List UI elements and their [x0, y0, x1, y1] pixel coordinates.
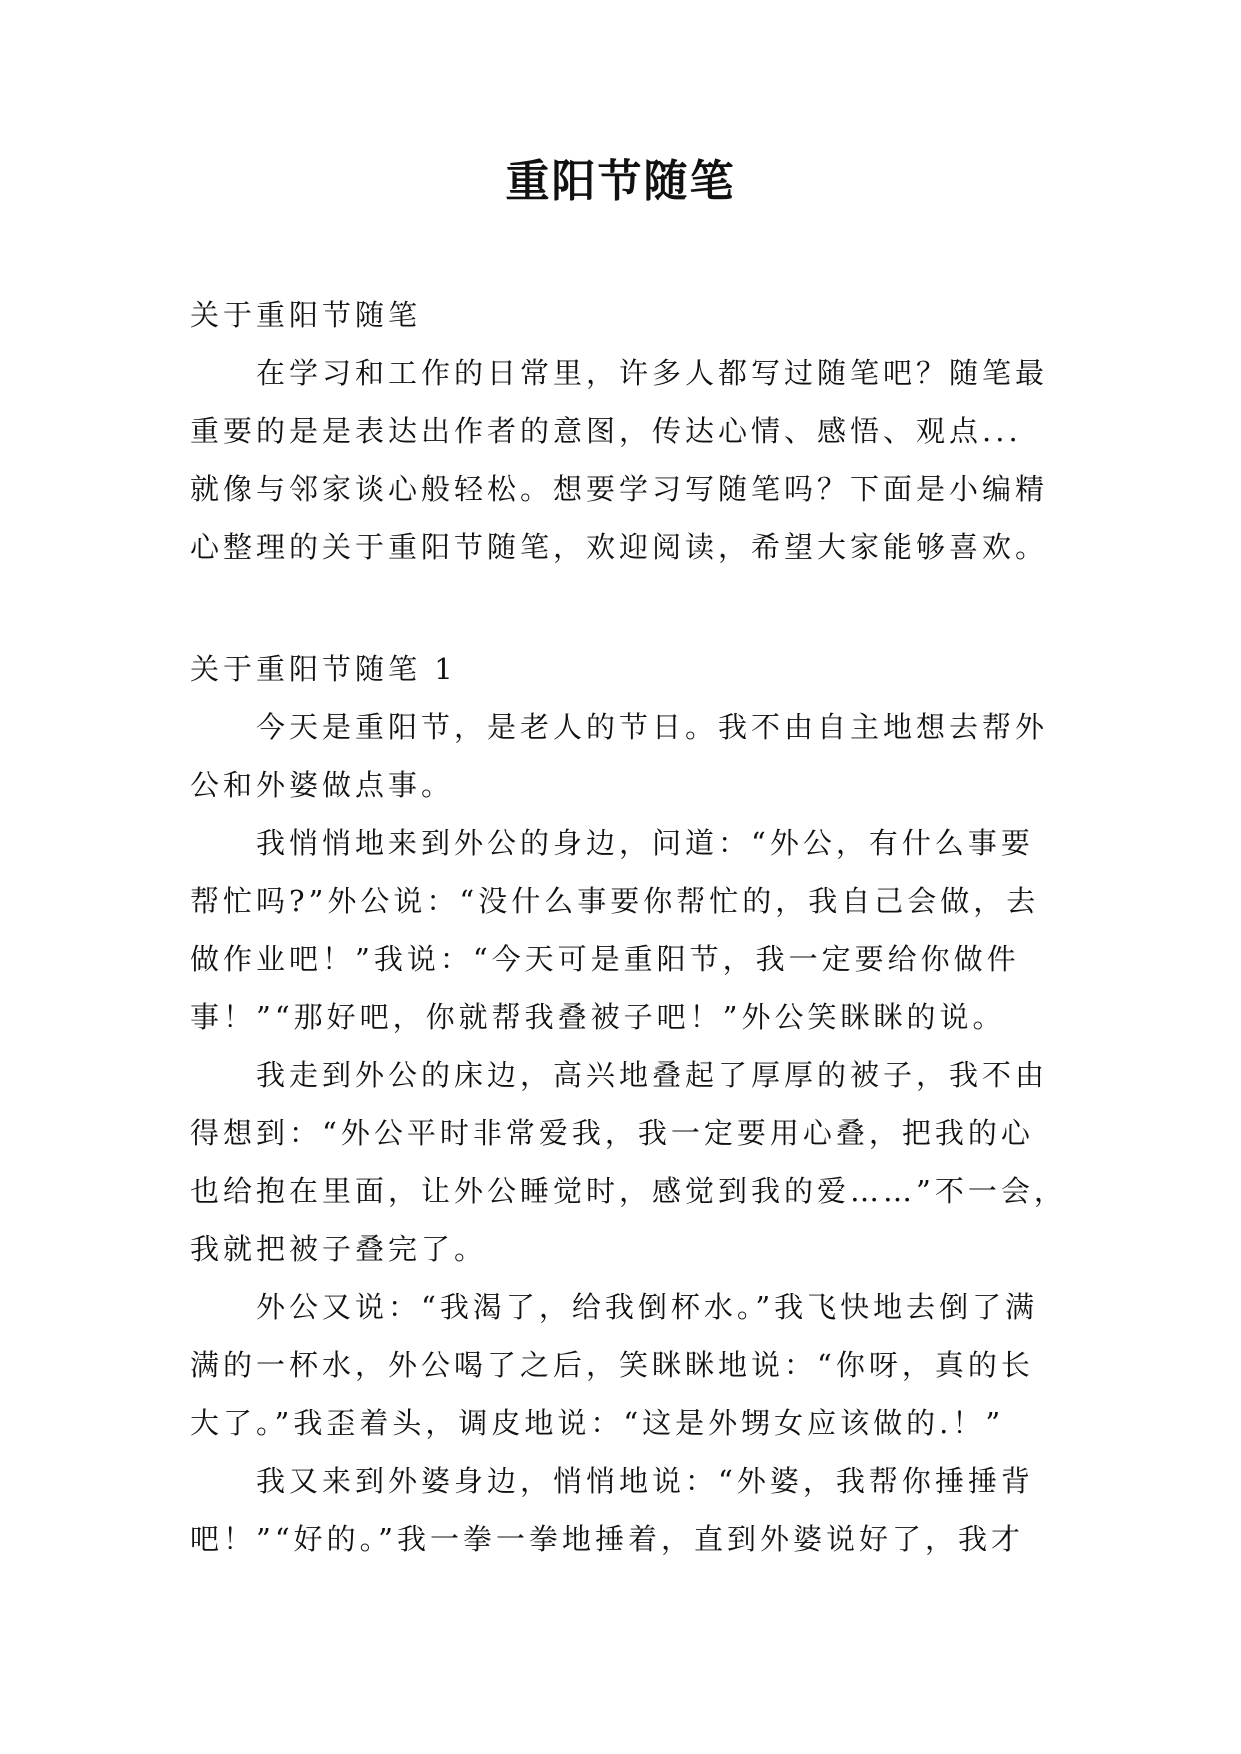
paragraph-line: 做作业吧！”我说：“今天可是重阳节，我一定要给你做件 — [190, 942, 1020, 976]
paragraph-line: 事！”“那好吧，你就帮我叠被子吧！”外公笑眯眯的说。 — [190, 1000, 1006, 1034]
section-heading: 关于重阳节随笔 1 — [190, 652, 457, 686]
paragraph-line: 也给抱在里面，让外公睡觉时，感觉到我的爱……”不一会， — [190, 1174, 1067, 1208]
section-gap — [190, 576, 1070, 640]
paragraph-line: 外公又说：“我渴了，给我倒杯水。”我飞快地去倒了满 — [256, 1290, 1039, 1324]
document-body — [190, 286, 1070, 1568]
paragraph-line: 吧！”“好的。”我一拳一拳地捶着，直到外婆说好了，我才 — [190, 1522, 1024, 1556]
paragraph-line: 公和外婆做点事。 — [190, 768, 455, 802]
paragraph-line: 大了。”我歪着头，调皮地说：“这是外甥女应该做的.！” — [190, 1406, 1005, 1440]
paragraph-line: 我走到外公的床边，高兴地叠起了厚厚的被子，我不由 — [256, 1058, 1049, 1092]
intro-line: 就像与邻家谈心般轻松。想要学习写随笔吗？下面是小编精 — [190, 472, 1049, 506]
paragraph-line: 今天是重阳节，是老人的节日。我不由自主地想去帮外 — [256, 710, 1049, 744]
paragraph-line: 帮忙吗?”外公说：“没什么事要你帮忙的，我自己会做，去 — [190, 884, 1040, 918]
paragraph-line: 我悄悄地来到外公的身边，问道：“外公，有什么事要 — [256, 826, 1034, 860]
paragraph-line: 得想到：“外公平时非常爱我，我一定要用心叠，把我的心 — [190, 1116, 1034, 1150]
paragraph-line: 满的一杯水，外公喝了之后，笑眯眯地说：“你呀，真的长 — [190, 1348, 1034, 1382]
document-title: 重阳节随笔 — [505, 156, 736, 207]
intro-line: 心整理的关于重阳节随笔，欢迎阅读，希望大家能够喜欢。 — [190, 530, 1049, 564]
intro-heading: 关于重阳节随笔 — [190, 298, 422, 332]
intro-line: 在学习和工作的日常里，许多人都写过随笔吧？随笔最 — [256, 356, 1049, 390]
intro-line: 重要的是是表达出作者的意图，传达心情、感悟、观点... — [190, 414, 1022, 448]
paragraph-line: 我就把被子叠完了。 — [190, 1232, 488, 1266]
paragraph-line: 我又来到外婆身边，悄悄地说：“外婆，我帮你捶捶背 — [256, 1464, 1034, 1498]
